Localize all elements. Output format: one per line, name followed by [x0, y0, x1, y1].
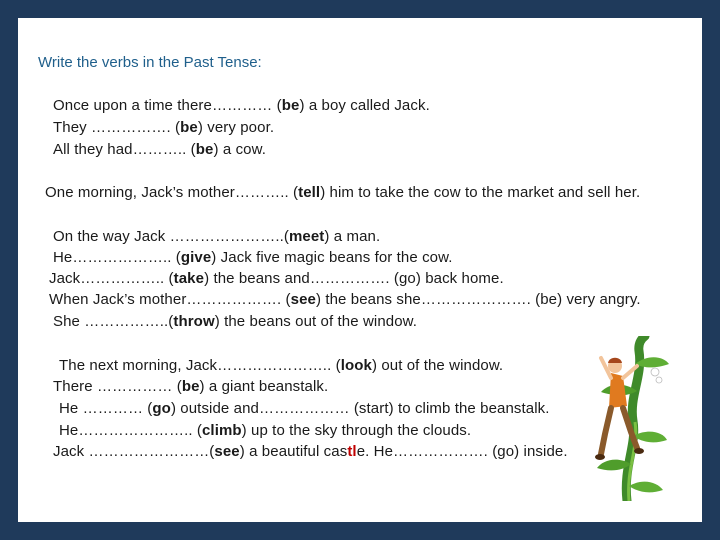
- verb-hint: see: [290, 291, 316, 308]
- exercise-line: He ………… (go) outside and……………… (start) to climb the beanstalk.: [59, 400, 550, 417]
- exercise-line: One morning, Jack’s mother……….. (tell) him to take the cow to the market and sell her.: [45, 184, 641, 201]
- highlighted-letters: tl: [347, 443, 357, 460]
- verb-hint: be: [281, 97, 300, 114]
- verb-hint: throw: [173, 313, 215, 330]
- verb-hint: meet: [288, 228, 325, 245]
- verb-hint: look: [340, 357, 372, 374]
- verb-hint: be: [180, 119, 198, 136]
- exercise-line: They ……………. (be) very poor.: [53, 119, 275, 136]
- exercise-line: The next morning, Jack………………….. (look) out of the window.: [59, 357, 504, 374]
- worksheet-heading: Write the verbs in the Past Tense:: [38, 54, 262, 71]
- exercise-line: There …………… (be) a giant beanstalk.: [53, 378, 329, 395]
- exercise-line: Jack…………….. (take) the beans and……………. (go) back home.: [49, 270, 504, 287]
- exercise-line: Once upon a time there………… (be) a boy called Jack.: [53, 97, 430, 114]
- exercise-line: She ……………..(throw) the beans out of the window.: [53, 313, 418, 330]
- exercise-line: All they had……….. (be) a cow.: [53, 141, 266, 158]
- verb-hint: take: [173, 270, 205, 287]
- verb-hint: see: [214, 443, 240, 460]
- exercise-line: On the way Jack …………………..(meet) a man.: [53, 228, 381, 245]
- verb-hint: go: [152, 400, 171, 417]
- exercise-line: When Jack’s mother………………. (see) the beans she…………………. (be) very angry.: [49, 291, 641, 308]
- verb-hint: climb: [201, 422, 242, 439]
- worksheet-page: [18, 18, 702, 522]
- jack-beanstalk-icon: [593, 336, 673, 501]
- exercise-line: He………………….. (climb) up to the sky through the clouds.: [59, 422, 472, 439]
- verb-hint: tell: [298, 184, 321, 201]
- verb-hint: give: [180, 249, 212, 266]
- verb-hint: be: [195, 141, 214, 158]
- exercise-line: He……………….. (give) Jack five magic beans for the cow.: [53, 249, 453, 266]
- exercise-line: Jack ……………………(see) a beautiful castle. He………………. (go) inside.: [53, 443, 568, 460]
- verb-hint: be: [181, 378, 200, 395]
